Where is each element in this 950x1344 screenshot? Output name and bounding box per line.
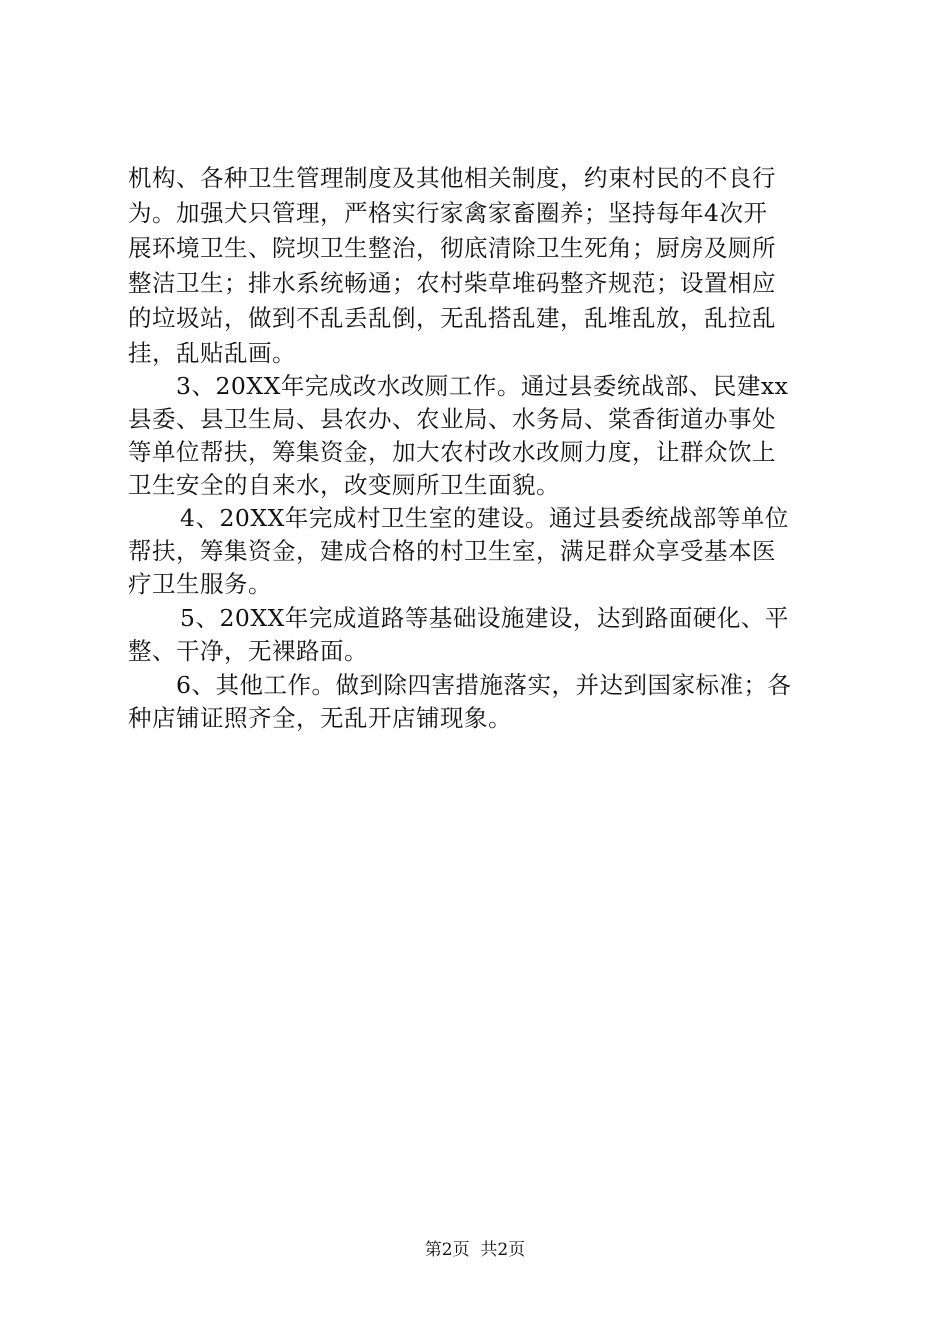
text-line: 卫生安全的自来水，改变厕所卫生面貌。 xyxy=(128,471,560,499)
text-line: 种店铺证照齐全，无乱开店铺现象。 xyxy=(128,704,512,732)
text-line: 等单位帮扶，筹集资金，加大农村改水改厕力度，让群众饮上 xyxy=(128,438,776,466)
text-line: 机构、各种卫生管理制度及其他相关制度，约束村民的不良行 xyxy=(128,164,776,192)
paragraph-start: 3、20XX年完成改水改厕工作。通过县委统战部、民建xx xyxy=(176,372,789,400)
text-line: 帮扶，筹集资金，建成合格的村卫生室，满足群众享受基本医 xyxy=(128,537,776,565)
paragraph-start: 5、20XX年完成道路等基础设施建设，达到路面硬化、平 xyxy=(180,604,789,632)
text-line: 的垃圾站，做到不乱丢乱倒，无乱搭乱建，乱堆乱放，乱拉乱 xyxy=(128,304,776,332)
text-line: 展环境卫生、院坝卫生整治，彻底清除卫生死角；厨房及厕所 xyxy=(128,234,776,262)
text-line: 县委、县卫生局、县农办、农业局、水务局、棠香街道办事处 xyxy=(128,405,776,433)
paragraph-start: 4、20XX年完成村卫生室的建设。通过县委统战部等单位 xyxy=(180,504,789,532)
text-line: 整、干净，无裸路面。 xyxy=(128,637,368,665)
page-number-footer: 第2页 共2页 xyxy=(424,1240,526,1260)
text-line: 挂，乱贴乱画。 xyxy=(128,339,296,367)
paragraph-start: 6、其他工作。做到除四害措施落实，并达到国家标准；各 xyxy=(176,671,792,699)
text-line: 为。加强犬只管理，严格实行家禽家畜圈养；坚持每年4次开 xyxy=(128,199,768,227)
text-line: 疗卫生服务。 xyxy=(128,570,272,598)
text-line: 整洁卫生；排水系统畅通；农村柴草堆码整齐规范；设置相应 xyxy=(128,269,776,297)
